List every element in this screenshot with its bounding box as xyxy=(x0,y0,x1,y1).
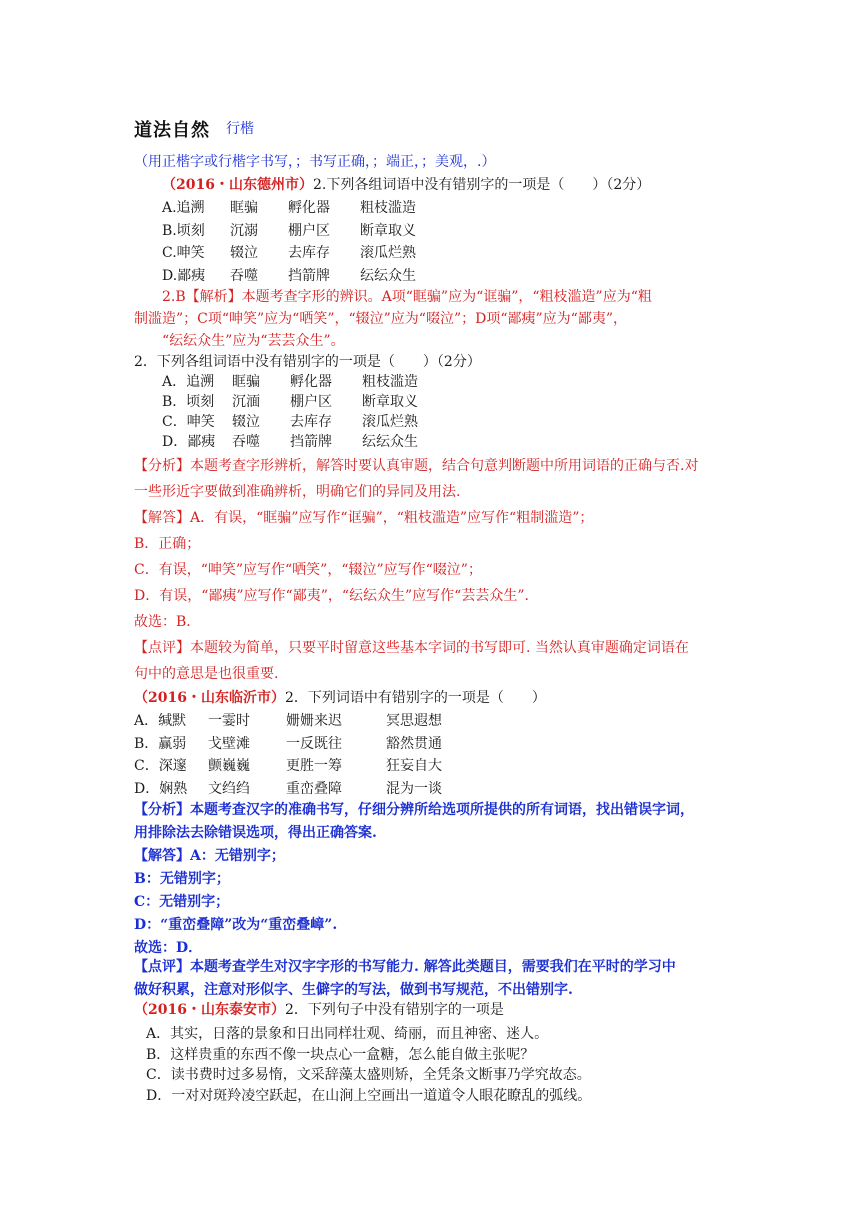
option-term: 断章取义 xyxy=(362,394,418,410)
analysis-line: 制滥造”；C项“呻笑”应为“哂笑”，“辍泣”应为“啜泣”；D项“鄙痍”应为“鄙夷”， xyxy=(134,311,627,327)
q1-source: （2016・山东德州市） xyxy=(162,177,313,193)
answer-line: D．有误，“鄙痍”应写作“鄙夷”，“纭纭众生”应写作“芸芸众生”. xyxy=(134,588,529,604)
analysis-line: 用排除法去除错误选项，得出正确答案. xyxy=(134,825,377,841)
comment-line: 【点评】本题较为简单，只要平时留意这些基本字词的书写即可. 当然认真审题确定词语在 xyxy=(134,640,689,656)
option-term: A．缄默 xyxy=(134,713,187,729)
analysis-line: 【分析】本题考查汉字的准确书写，仔细分辨所给选项所提供的所有词语，找出错误字词， xyxy=(134,802,694,818)
option-term: 孵化器 xyxy=(290,374,332,390)
comment-line: 做好积累，注意对形似字、生僻字的写法，做到书写规范，不出错别字. xyxy=(134,982,573,998)
option-term: 豁然贯通 xyxy=(386,735,442,752)
option-row xyxy=(162,392,452,412)
option-term: C．呻笑 xyxy=(162,414,215,430)
option-row: A．其实，日落的景象和日出同样壮观、绮丽，而且神密、迷人。 xyxy=(146,1026,549,1042)
option-term: 挡箭牌 xyxy=(288,267,330,284)
option-term: 棚户区 xyxy=(288,222,330,239)
calligraphy-logo: 道法自然 xyxy=(134,120,210,141)
analysis-line: 一些形近字要做到准确辨析，明确它们的异同及用法. xyxy=(134,484,461,500)
option-row: B．这样贵重的东西不像一块点心一盒糖，怎么能自做主张呢？ xyxy=(146,1046,535,1063)
option-term: 吞噬 xyxy=(232,434,260,450)
option-term: 去库存 xyxy=(290,414,332,430)
option-term: 更胜一筹 xyxy=(286,758,342,774)
option-term: 粗枝滥造 xyxy=(362,374,418,390)
comment-line: 【点评】本题考查学生对汉字字形的书写能力. 解答此类题目，需要我们在平时的学习中 xyxy=(134,959,676,975)
option-term: B．顷刻 xyxy=(162,394,215,410)
option-term: D.鄙痍 xyxy=(162,267,206,284)
option-row xyxy=(162,243,450,263)
option-term: 沉湎 xyxy=(232,394,260,410)
answer-line: B：无错别字； xyxy=(134,871,230,887)
option-row: D．一对对斑羚凌空跃起，在山涧上空画出一道道令人眼花瞭乱的弧线。 xyxy=(146,1087,592,1104)
option-row xyxy=(162,432,452,452)
option-term: C．深邃 xyxy=(134,758,187,774)
option-term: 纭纭众生 xyxy=(362,434,418,450)
option-row: C．读书费时过多易惰，文采辞藻太盛则矫，全凭条文断事乃学究故态。 xyxy=(146,1067,591,1083)
option-row xyxy=(134,756,486,776)
option-term: 沉溺 xyxy=(230,222,258,239)
q1-stem-text: 2.下列各组词语中没有错别字的一项是（ ）（2分） xyxy=(312,177,651,193)
option-term: 辍泣 xyxy=(230,245,258,261)
option-term: 棚户区 xyxy=(290,394,332,410)
option-term: D．娴熟 xyxy=(134,780,188,797)
q1-stem xyxy=(162,175,650,195)
q4-stem-text: 2．下列句子中没有错别字的一项是 xyxy=(284,1002,504,1018)
option-term: 文绉绉 xyxy=(208,780,250,797)
option-term: 戈壁滩 xyxy=(208,735,250,752)
option-term: 挡箭牌 xyxy=(290,434,332,450)
option-row xyxy=(162,266,450,286)
option-term: 一反既往 xyxy=(286,735,342,752)
option-term: 粗枝滥造 xyxy=(360,200,416,216)
analysis-line: 2.B【解析】本题考查字形的辨识。A项“眶骗”应为“诓骗”，“粗枝滥造”应为“粗 xyxy=(162,289,652,305)
answer-line: C．有误，“呻笑”应写作“哂笑”，“辍泣”应写作“啜泣”； xyxy=(134,562,482,578)
option-term: A.追溯 xyxy=(162,200,205,216)
option-term: 狂妄自大 xyxy=(386,758,442,774)
answer-line: C：无错别字； xyxy=(134,894,230,910)
option-row xyxy=(134,711,486,731)
analysis-line: 【分析】本题考查字形辨析，解答时要认真审题，结合句意判断题中所用词语的正确与否.对 xyxy=(134,458,699,474)
analysis-line: “纭纭众生”应为“芸芸众生”。 xyxy=(162,333,345,349)
option-row xyxy=(162,372,452,392)
option-term: 姗姗来迟 xyxy=(286,713,342,729)
option-term: B.顷刻 xyxy=(162,222,205,239)
option-term: 颤巍巍 xyxy=(208,758,250,774)
answer-line: 故选：D． xyxy=(134,940,203,956)
writing-instruction: （用正楷字或行楷字书写，；书写正确，；端正，；美观，.） xyxy=(134,154,496,170)
option-row xyxy=(162,221,450,241)
option-term: A．追溯 xyxy=(162,374,215,390)
option-term: 冥思遐想 xyxy=(386,713,442,729)
q3-stem-text: 2．下列词语中有错别字的一项是（ ） xyxy=(284,690,546,706)
q4-stem xyxy=(134,1000,504,1020)
option-term: 纭纭众生 xyxy=(360,267,416,284)
option-term: 滚瓜烂熟 xyxy=(362,414,418,430)
option-row xyxy=(134,734,486,754)
option-term: 眶骗 xyxy=(230,200,258,216)
comment-line: 句中的意思是也很重要. xyxy=(134,666,279,682)
answer-line: 故选：B． xyxy=(134,614,201,630)
option-term: 吞噬 xyxy=(230,267,258,284)
q2-stem: 2．下列各组词语中没有错别字的一项是（ ）（2分） xyxy=(134,354,481,370)
option-term: 一霎时 xyxy=(208,713,250,729)
option-term: 混为一谈 xyxy=(386,780,442,797)
option-term: 辍泣 xyxy=(232,414,260,430)
option-row xyxy=(162,412,452,432)
answer-line: B．正确； xyxy=(134,536,201,552)
option-row xyxy=(134,779,486,799)
calligraphy-style-label: 行楷 xyxy=(226,121,254,137)
answer-line: D：“重峦叠障”改为“重峦叠嶂”. xyxy=(134,917,338,933)
q4-source: （2016・山东泰安市） xyxy=(134,1002,285,1018)
option-term: 眶骗 xyxy=(232,374,260,390)
answer-line: 【解答】A．有误，“眶骗”应写作“诓骗”，“粗枝滥造”应写作“粗制滥造”； xyxy=(134,510,594,526)
answer-line: 【解答】A：无错别字； xyxy=(134,848,285,864)
option-term: 去库存 xyxy=(288,245,330,261)
option-term: B．赢弱 xyxy=(134,735,187,752)
option-term: 重峦叠障 xyxy=(286,780,342,797)
q3-source: （2016・山东临沂市） xyxy=(134,690,285,706)
option-term: C.呻笑 xyxy=(162,245,205,261)
option-term: D．鄙痍 xyxy=(162,434,216,450)
option-row xyxy=(162,198,450,218)
q3-stem xyxy=(134,688,546,708)
option-term: 孵化器 xyxy=(288,200,330,216)
option-term: 滚瓜烂熟 xyxy=(360,245,416,261)
option-term: 断章取义 xyxy=(360,222,416,239)
